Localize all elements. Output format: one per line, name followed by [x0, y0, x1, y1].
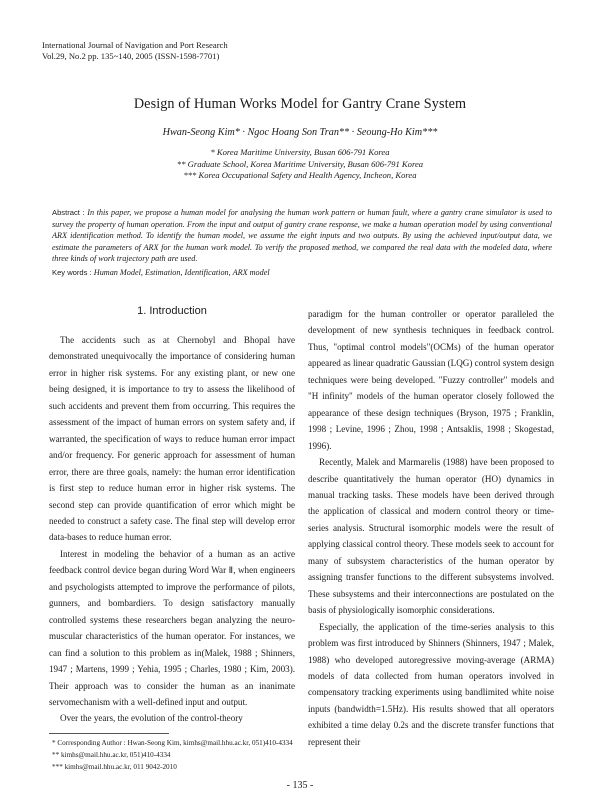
left-column — [49, 303, 295, 727]
right-paragraph-3: Especially, the application of the time-series analysis to this problem was first introduced by Shinners (Shinners, 1947 ; Malek, 1988) who developed autoregressive moving-average (ARMA) models of data collected from human operators involved in compensatory tracking experiments using bandlimited white noise inputs (bandwidth=1.5Hz). His results showed that all operators exhibited a time delay 0.2s and the discrete transfer functions that represent their — [308, 621, 554, 747]
right-paragraph-2: Recently, Malek and Marmarelis (1988) have been proposed to describe quantitatively the human operator (HO) dynamics in manual tracking tasks. These models have been derived through the application of classical and modern control theory or time-series analysis. Structural isomorphic models were the result of applying classical control theory. These models seek to account for many of subsystem characteristics of the human operator by assigning transfer functions to the different subsystems involved. These subsystems and their interconnections are postulated on the basis of physiologically isomorphic considerations. — [308, 457, 554, 616]
page-number: - 135 - — [286, 780, 314, 791]
footnote-3: *** kimhs@mail.hhu.ac.kr, 011 9042-2010 — [52, 762, 177, 771]
left-paragraph-3: Over the years, the evolution of the control-theory — [60, 713, 243, 724]
footnotes — [52, 738, 293, 773]
author-list: Hwan-Seong Kim* · Ngoc Hoang Son Tran** · Seoung-Ho Kim*** — [162, 127, 438, 138]
journal-volume: Vol.29, No.2 pp. 135~140, 2005 (ISSN-1598-7701) — [42, 51, 220, 61]
affiliations — [0, 147, 600, 182]
affiliation-1: * Korea Maritime University, Busan 606-791 Korea — [210, 147, 390, 157]
paper-title: Design of Human Works Model for Gantry Crane System — [133, 96, 467, 112]
footnote-divider — [49, 733, 169, 734]
footnote-2: ** kimhs@mail.hhu.ac.kr, 051)410-4334 — [52, 750, 171, 759]
abstract — [52, 207, 552, 265]
abstract-text: In this paper, we propose a human model for analysing the human work pattern or human fault, where a gantry crane simulator is used to survey the property of human operation. From the input and output of gantry crane response, we make a human operation model by using conventional ARX identification method. To identify the human model, we assume the eight inputs and two outputs. By using the achieved input/output data, we estimate the parameters of ARX for the human work model. To verify the proposed method, we compared the real data with the modeled data, where three kinds of work trajectory path are used. — [52, 208, 552, 264]
affiliation-3: *** Korea Occupational Safety and Health Agency, Incheon, Korea — [183, 170, 417, 180]
footnote-1: * Corresponding Author : Hwan-Seong Kim, kimhs@mail.hhu.ac.kr, 051)410-4334 — [52, 739, 293, 747]
journal-name: International Journal of Navigation and Port Research — [42, 40, 228, 50]
section-heading-introduction: 1. Introduction — [137, 305, 207, 317]
left-paragraph-1: The accidents such as at Chernobyl and Bhopal have demonstrated unequivocally the importance of considering human error in higher risk systems. For any existing plant, or new one being designed, it is importance to try to assess the likelihood of such accidents and prevent them from occurring. This requires the assessment of the impact of human errors on system safety and, if warranted, the specification of ways to reduce human error impact and/or frequency. For generic approach for assessment of human error, there are three goals, namely: the human error identification is first step to reduce human error in higher risk systems. The second step can provide quantification of error which might be needed to construct a safety case. The final step will develop error data-bases to reduce human error. — [49, 335, 295, 543]
right-paragraph-1: paradigm for the human controller or operator paralleled the development of new synthesis techniques in feedback control. Thus, "optimal control models"(OCMs) of the human operator appeared as linear quadratic Gaussian (LQG) control system design techniques were being developed. "Fuzzy controller" models and "H infinity" models of the human operator closely followed the appearance of these design techniques (Bryson, 1975 ; Franklin, 1998 ; Levine, 1996 ; Zhou, 1998 ; Antsaklis, 1998 ; Skogestad, 1996). — [308, 309, 554, 451]
affiliation-2: ** Graduate School, Korea Maritime University, Busan 606-791 Korea — [176, 158, 424, 169]
keywords — [52, 268, 552, 277]
abstract-label: Abstract : — [52, 208, 88, 217]
left-paragraph-2: Interest in modeling the behavior of a human as an active feedback control device began during Word War Ⅱ, when engineers and psychologists attempted to improve the performance of pilots, gunners, and bombardiers. To design satisfactory manually controlled systems these researchers began analyzing the neuro-muscular characteristics of the human operator. For instances, we can find a solution to this problem as in(Malek, 1988 ; Shinners, 1947 ; Martens, 1999 ; Yehia, 1995 ; Charles, 1980 ; Kim, 2003). Their approach was to consider the human as an inanimate servomechanism with a well-defined input and output. — [49, 548, 295, 707]
right-column — [308, 306, 554, 750]
keywords-label: Key words : — [52, 268, 94, 277]
keywords-text: Human Model, Estimation, Identification, ARX model — [93, 268, 270, 277]
journal-header — [42, 40, 228, 62]
